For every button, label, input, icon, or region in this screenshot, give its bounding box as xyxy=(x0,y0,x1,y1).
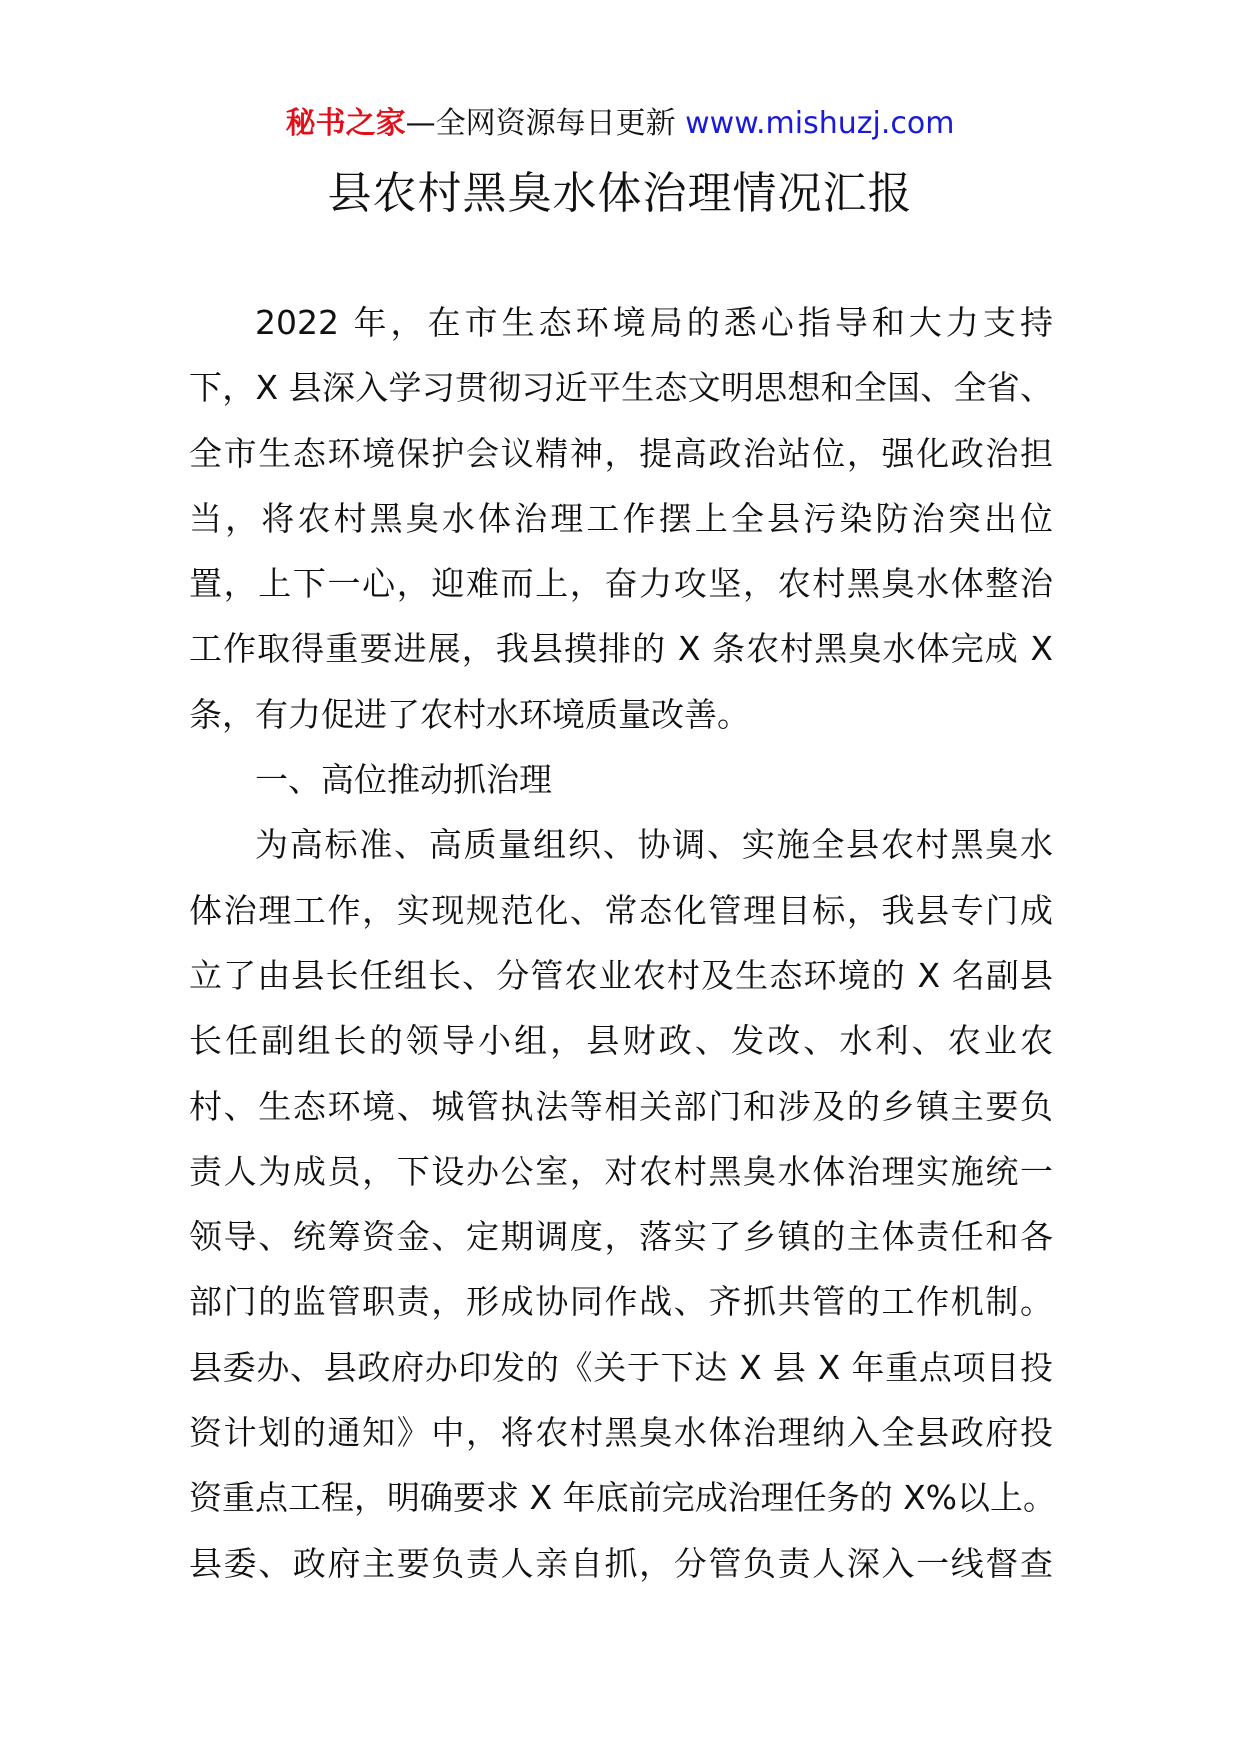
body-line: 全市生态环境保护会议精神，提高政治站位，强化政治担 xyxy=(189,433,1053,473)
body-line: 资计划的通知》中，将农村黑臭水体治理纳入全县政府投 xyxy=(189,1413,1053,1453)
body-line: 当，将农村黑臭水体治理工作摆上全县污染防治突出位 xyxy=(189,498,1053,538)
body-line: 资重点工程，明确要求 X 年底前完成治理任务的 X%以上。 xyxy=(189,1478,1057,1518)
body-line: 条，有力促进了农村水环境质量改善。 xyxy=(189,694,750,734)
body-line: 一、高位推动抓治理 xyxy=(255,760,552,800)
body-line: 村、生态环境、城管执法等相关部门和涉及的乡镇主要负 xyxy=(189,1086,1053,1126)
body-line: 部门的监管职责，形成协同作战、齐抓共管的工作机制。 xyxy=(189,1282,1053,1322)
body-line: 工作取得重要进展，我县摸排的 X 条农村黑臭水体完成 X xyxy=(189,629,1053,669)
document-body xyxy=(189,290,1057,1596)
body-line: 立了由县长任组长、分管农业农村及生态环境的 X 名副县 xyxy=(189,955,1053,995)
site-slogan: —全网资源每日更新 xyxy=(405,106,676,141)
body-line: 长任副组长的领导小组，县财政、发改、水利、农业农 xyxy=(189,1021,1053,1061)
body-line: 领导、统筹资金、定期调度，落实了乡镇的主体责任和各 xyxy=(189,1217,1053,1257)
site-brand[interactable]: 秘书之家 xyxy=(285,106,406,141)
body-line: 2022 年，在市生态环境局的悉心指导和大力支持 xyxy=(255,303,1053,342)
body-line: 责人为成员，下设办公室，对农村黑臭水体治理实施统一 xyxy=(189,1151,1053,1191)
body-line: 下，X 县深入学习贯彻习近平生态文明思想和全国、全省、 xyxy=(189,368,1053,408)
site-url-link[interactable]: www.mishuzj.com xyxy=(685,106,955,141)
body-line: 县委办、县政府办印发的《关于下达 X 县 X 年重点项目投 xyxy=(189,1347,1053,1387)
site-header xyxy=(0,103,1240,145)
body-line: 为高标准、高质量组织、协调、实施全县农村黑臭水 xyxy=(255,825,1053,865)
body-line: 体治理工作，实现规范化、常态化管理目标，我县专门成 xyxy=(189,890,1053,930)
document-title: 县农村黑臭水体治理情况汇报 xyxy=(327,168,913,219)
body-line: 县委、政府主要负责人亲自抓，分管负责人深入一线督查 xyxy=(189,1543,1053,1583)
body-line: 置，上下一心，迎难而上，奋力攻坚，农村黑臭水体整治 xyxy=(189,564,1053,604)
